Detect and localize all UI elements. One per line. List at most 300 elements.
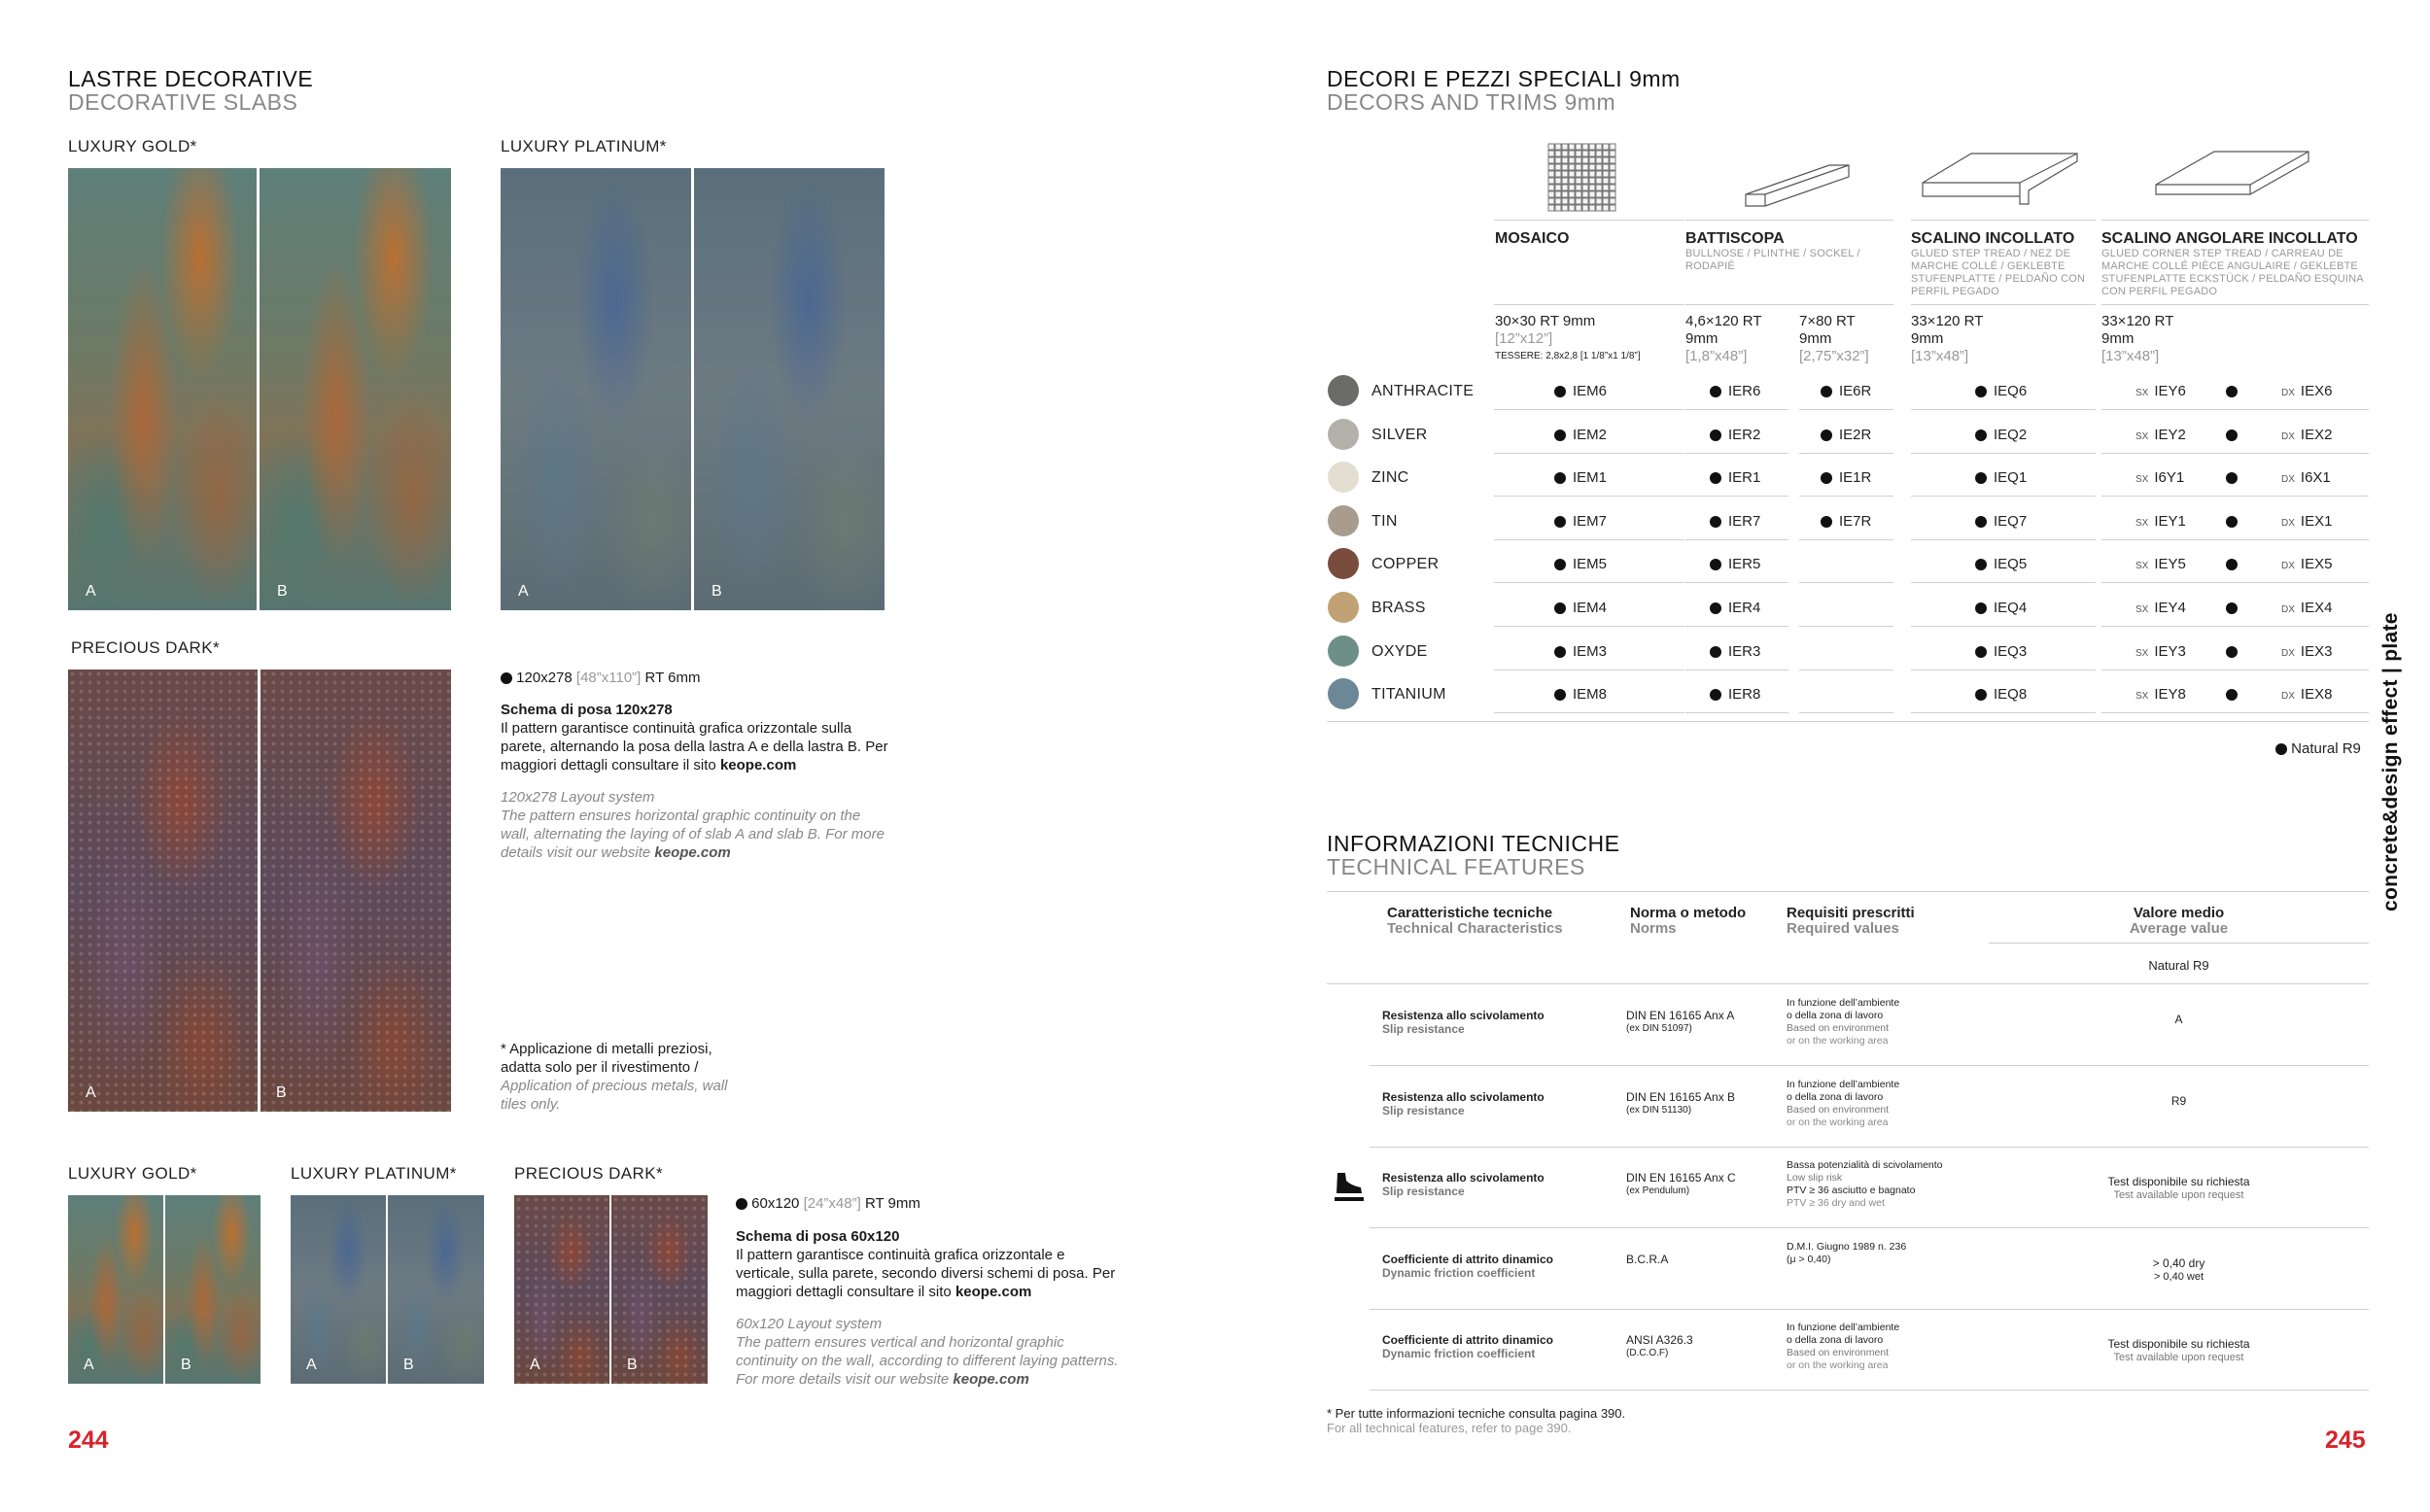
product-code: [1975, 643, 2027, 660]
product-code-text: IEM4: [1573, 600, 1608, 616]
row-rule: [1494, 626, 1684, 627]
product-code-text: IEX4: [2300, 600, 2333, 616]
natural-dot-icon: [2275, 743, 2287, 755]
product-code-text: IEX6: [2300, 383, 2333, 399]
row-rule: [1799, 453, 1893, 454]
product-code: [1554, 686, 1607, 703]
tech-char: [1382, 1333, 1553, 1360]
slab-luxury-gold-b: [260, 168, 451, 610]
row-rule: [1799, 539, 1893, 540]
tech-header-rule: [1327, 983, 2369, 984]
product-code-sx: [2135, 383, 2186, 399]
tech-value-1: R9: [2170, 1094, 2187, 1108]
tech-req: [1787, 1241, 1906, 1266]
dx-label: DX: [2281, 518, 2295, 529]
schema-small-site-en: keope.com: [953, 1371, 1029, 1388]
product-code-text: IEX2: [2300, 427, 2333, 443]
tech-value: [1989, 1013, 2369, 1026]
product-code-text: IER8: [1728, 686, 1761, 703]
dx-label: DX: [2281, 431, 2295, 442]
tech-req-3: Based on environment: [1787, 1347, 1890, 1358]
tech-value: [1989, 1256, 2369, 1284]
row-rule: [1911, 453, 2096, 454]
product-code: [1975, 556, 2027, 572]
product-code: [1554, 383, 1607, 399]
natural-dot-icon: [2226, 559, 2238, 570]
tech-norm: [1626, 1253, 1668, 1266]
tech-char: [1382, 1090, 1545, 1117]
tech-header-val-it: Valore medio: [2133, 905, 2225, 921]
product-code-text: IEY4: [2154, 600, 2186, 616]
product-code-text: IEY8: [2154, 686, 2186, 703]
small-slab-name-gold: LUXURY GOLD*: [68, 1164, 197, 1183]
tech-req: [1787, 1079, 1899, 1129]
row-rule: [1494, 409, 1684, 410]
size-large-dim: 120x278: [516, 670, 573, 686]
slab-label-a: A: [86, 1084, 96, 1101]
product-scalino-name: SCALINO INCOLLATO: [1911, 230, 2075, 247]
natural-dot-icon: [1710, 516, 1721, 528]
product-code-text: IEM5: [1573, 556, 1608, 572]
row-rule: [1494, 712, 1684, 713]
tech-req-2: o della zona di lavoro: [1787, 1010, 1884, 1021]
tech-row-rule: [1370, 1390, 2369, 1391]
tech-value-1: Test disponibile su richiesta: [2107, 1175, 2250, 1188]
natural-dot-icon: [1554, 602, 1566, 614]
natural-dot: [2226, 556, 2244, 572]
product-code-text: IEY6: [2154, 383, 2186, 399]
row-rule: [2101, 626, 2369, 627]
color-name: TITANIUM: [1371, 686, 1446, 703]
product-code: [1821, 383, 1871, 399]
size-small-thick: RT 9mm: [864, 1195, 920, 1212]
small-slab-name-dark: PRECIOUS DARK*: [514, 1164, 663, 1183]
row-rule: [1685, 409, 1788, 410]
size-battiscopa-1: [1685, 313, 1762, 365]
bullnose-icon: [1740, 155, 1857, 214]
slab-label-b: B: [276, 1084, 287, 1101]
tech-req-3: Based on environment: [1787, 1104, 1890, 1116]
product-code-text: IEY2: [2154, 427, 2186, 443]
tech-req: [1787, 1159, 1943, 1210]
natural-dot-icon: [1710, 386, 1721, 397]
slab-name-luxury-gold: LUXURY GOLD*: [68, 137, 197, 155]
natural-dot-icon: [1975, 516, 1987, 528]
natural-dot-icon: [1975, 689, 1987, 701]
tech-value-2: Test available upon request: [2113, 1189, 2244, 1201]
product-code: [1710, 383, 1760, 399]
dx-label: DX: [2281, 604, 2295, 615]
product-code-text: IEQ8: [1994, 686, 2028, 703]
dx-label: DX: [2281, 474, 2295, 485]
precious-note: [501, 1040, 753, 1114]
natural-dot-icon: [1710, 472, 1721, 484]
tech-row-rule: [1370, 1309, 2369, 1310]
natural-dot-icon: [1554, 689, 1566, 701]
dx-label: DX: [2281, 691, 2295, 702]
product-code-text: IE6R: [1839, 383, 1872, 399]
size-battiscopa-2-a: 7×80 RT: [1799, 313, 1856, 329]
mosaic-grid-icon: [1547, 143, 1617, 213]
product-code-text: IEQ1: [1994, 469, 2028, 486]
tech-char: [1382, 1253, 1553, 1280]
row-rule: [1685, 539, 1788, 540]
size-large-thick: RT 6mm: [644, 670, 701, 686]
row-rule: [1494, 453, 1684, 454]
product-code-text: IEX1: [2300, 513, 2333, 530]
natural-dot-icon: [1554, 386, 1566, 397]
product-code-text: IEM1: [1573, 469, 1608, 486]
product-scalino-angolare-sub: GLUED CORNER STEP TREAD / CARREAU DE MARCHE COLLÉ PIÈCE ANGULAIRE / GEKLEBTE STUFENPLATTE ECKSTÜCK / PELDAÑO ESQUINA CON PERFIL PEGADO: [2101, 248, 2364, 297]
dx-label: DX: [2281, 561, 2295, 571]
tech-norm-1: B.C.R.A: [1626, 1253, 1669, 1266]
tech-char-en: Dynamic friction coefficient: [1382, 1347, 1536, 1360]
size-scalino-1: 33×120 RT: [1911, 313, 1984, 329]
tech-header-char: [1387, 906, 1563, 937]
tech-norm-2: (ex DIN 51097): [1626, 1023, 1692, 1034]
product-code-text: IEM8: [1573, 686, 1608, 703]
tech-char-en: Dynamic friction coefficient: [1382, 1266, 1536, 1280]
tech-row-rule: [1370, 1227, 2369, 1228]
natural-dot: [2226, 513, 2244, 530]
product-scalino-angolare: [2101, 230, 2364, 298]
tech-req-4: or on the working area: [1787, 1035, 1889, 1047]
tech-norm-1: DIN EN 16165 Anx C: [1626, 1171, 1736, 1185]
side-label: concrete&design effect | plate: [2379, 612, 2402, 911]
row-rule: [1799, 582, 1893, 583]
product-code-text: IEQ3: [1994, 643, 2028, 660]
natural-dot-icon: [2226, 646, 2238, 658]
row-rule: [1799, 496, 1893, 497]
row-rule: [1799, 626, 1893, 627]
natural-dot-icon: [1975, 602, 1987, 614]
size-rule: [1911, 304, 2096, 305]
size-battiscopa-1-a: 4,6×120 RT: [1685, 313, 1762, 329]
slab-label-b: B: [403, 1357, 414, 1373]
tech-char: [1382, 1171, 1545, 1198]
header-rule: [1494, 220, 1684, 221]
product-code-text: I6X1: [2300, 469, 2331, 486]
natural-dot-icon: [1710, 602, 1721, 614]
small-slab-gold-a: [68, 1195, 163, 1384]
natural-dot-icon: [1710, 646, 1721, 658]
natural-dot-icon: [1554, 559, 1566, 570]
product-code-dx: [2281, 427, 2332, 443]
natural-dot-icon: [1821, 516, 1832, 528]
note-it: * Applicazione di metalli preziosi, adatta solo per il rivestimento /: [501, 1041, 712, 1076]
size-scalino-angolare-2: 9mm: [2101, 330, 2135, 347]
product-code-text: IEQ6: [1994, 383, 2028, 399]
row-rule: [2101, 582, 2369, 583]
tech-req-3: Based on environment: [1787, 1022, 1890, 1034]
row-rule: [1911, 582, 2096, 583]
tech-row-rule: [1370, 1065, 2369, 1066]
tech-char-en: Slip resistance: [1382, 1185, 1465, 1198]
shoe-slip-icon: [1332, 1169, 1367, 1204]
product-code-text: IER4: [1728, 600, 1761, 616]
natural-dot-icon: [1821, 472, 1832, 484]
product-code-text: IEM2: [1573, 427, 1608, 443]
product-code-sx: [2135, 556, 2186, 572]
size-rule: [1685, 304, 1893, 305]
product-code-text: IER5: [1728, 556, 1761, 572]
tech-req-2: o della zona di lavoro: [1787, 1334, 1884, 1346]
product-code: [1554, 600, 1607, 616]
natural-dot-icon: [1975, 559, 1987, 570]
color-swatch: [1328, 636, 1359, 667]
slab-label-a: A: [86, 583, 96, 600]
product-code: [1710, 427, 1760, 443]
slab-label-b: B: [627, 1357, 638, 1373]
corner-step-tread-icon: [2148, 136, 2313, 214]
size-scalino-angolare: [2101, 313, 2173, 365]
size-scalino: [1911, 313, 1983, 365]
small-slab-name-platinum: LUXURY PLATINUM*: [291, 1164, 457, 1183]
natural-dot-icon: [1975, 472, 1987, 484]
row-rule: [1685, 626, 1788, 627]
product-code-sx: [2135, 427, 2186, 443]
tech-char-it: Coefficiente di attrito dinamico: [1382, 1253, 1554, 1266]
color-swatch: [1328, 592, 1359, 623]
row-rule: [1494, 539, 1684, 540]
slab-label-b: B: [181, 1357, 191, 1373]
schema-large: [501, 701, 889, 862]
product-code-text: IEM6: [1573, 383, 1608, 399]
small-slab-platinum-a: [291, 1195, 386, 1384]
sx-label: SX: [2135, 604, 2149, 615]
tech-norm: [1626, 1009, 1734, 1036]
product-code-dx: [2281, 556, 2332, 572]
tech-req: [1787, 1322, 1899, 1372]
product-code: [1821, 513, 1871, 530]
header-rule: [2101, 220, 2369, 221]
sx-label: SX: [2135, 691, 2149, 702]
tech-req-2: o della zona di lavoro: [1787, 1091, 1884, 1103]
color-name: BRASS: [1371, 600, 1426, 616]
tech-req-2: (μ > 0,40): [1787, 1254, 1831, 1265]
left-title-en: DECORATIVE SLABS: [68, 89, 298, 115]
row-rule: [2101, 453, 2369, 454]
size-mosaico-3: TESSERE: 2,8x2,8 [1 1/8”x1 1/8”]: [1495, 351, 1641, 361]
product-code-dx: [2281, 686, 2332, 703]
color-swatch: [1328, 375, 1359, 406]
product-mosaico: MOSAICO: [1495, 230, 1570, 247]
tech-char-it: Resistenza allo scivolamento: [1382, 1090, 1545, 1104]
natural-dot-icon: [736, 1198, 747, 1210]
product-code-text: IEQ7: [1994, 513, 2028, 530]
product-code-text: IER1: [1728, 469, 1761, 486]
footnote: [1327, 1406, 1625, 1435]
slab-name-precious-dark: PRECIOUS DARK*: [71, 638, 220, 657]
tech-req-3: PTV ≥ 36 asciutto e bagnato: [1787, 1185, 1916, 1196]
footnote-it: * Per tutte informazioni tecniche consulta pagina 390.: [1327, 1406, 1626, 1421]
tech-char-en: Slip resistance: [1382, 1104, 1465, 1117]
product-code: [1975, 383, 2027, 399]
row-rule: [2101, 712, 2369, 713]
size-large: [501, 669, 700, 687]
size-battiscopa-2: [1799, 313, 1869, 365]
left-title-it: LASTRE DECORATIVE: [68, 66, 314, 91]
product-code-text: IEX8: [2300, 686, 2333, 703]
schema-small-site: keope.com: [955, 1284, 1032, 1300]
small-slab-dark-b: [611, 1195, 708, 1384]
legend-text: Natural R9: [2291, 740, 2361, 757]
size-scalino-2: 9mm: [1911, 330, 1944, 347]
schema-small-title: Schema di posa 60x120: [736, 1228, 900, 1245]
small-slab-dark-a: [514, 1195, 609, 1384]
product-code-text: IEM3: [1573, 643, 1608, 660]
product-code: [1975, 600, 2027, 616]
row-rule: [1494, 582, 1684, 583]
row-rule: [1911, 496, 2096, 497]
color-name: TIN: [1371, 513, 1398, 530]
product-code: [1821, 427, 1871, 443]
row-rule: [1685, 453, 1788, 454]
color-name: ZINC: [1371, 469, 1409, 486]
tech-norm: [1626, 1171, 1736, 1198]
tech-title-it: INFORMAZIONI TECNICHE: [1327, 831, 1620, 856]
tech-norm-1: DIN EN 16165 Anx B: [1626, 1090, 1736, 1104]
tech-req-4: or on the working area: [1787, 1359, 1889, 1371]
tech-norm-2: (ex DIN 51130): [1626, 1105, 1692, 1116]
row-rule: [1911, 712, 2096, 713]
product-code-sx: [2135, 643, 2186, 660]
product-code-text: IEY1: [2154, 513, 2186, 530]
schema-large-site: keope.com: [719, 757, 797, 773]
row-rule: [1494, 496, 1684, 497]
natural-dot-icon: [2226, 430, 2238, 441]
slab-luxury-gold-a: [68, 168, 257, 610]
product-code: [1710, 469, 1760, 486]
tech-norm: [1626, 1090, 1735, 1117]
tech-char-it: Coefficiente di attrito dinamico: [1382, 1333, 1554, 1347]
right-title-en: DECORS AND TRIMS 9mm: [1327, 89, 1616, 115]
natural-dot-icon: [2226, 386, 2238, 397]
tech-value-2: > 0,40 wet: [2153, 1271, 2204, 1283]
product-code-text: IEQ5: [1994, 556, 2028, 572]
size-battiscopa-2-b: 9mm: [1799, 330, 1832, 347]
product-code-dx: [2281, 513, 2332, 530]
color-name: OXYDE: [1371, 643, 1428, 660]
legend: [2275, 740, 2361, 757]
slab-precious-dark-a: [68, 670, 258, 1112]
product-code-text: IE1R: [1839, 469, 1872, 486]
product-scalino-sub: GLUED STEP TREAD / NEZ DE MARCHE COLLÉ / GEKLEBTE STUFENPLATTE / PELDAÑO CON PERFIL PEGADO: [1911, 248, 2086, 297]
schema-small: [736, 1227, 1125, 1389]
tech-header-norm-en: Norms: [1630, 920, 1677, 937]
row-rule: [2101, 409, 2369, 410]
size-small: [736, 1194, 920, 1213]
product-code: [1554, 556, 1607, 572]
product-code-sx: [2135, 513, 2186, 530]
natural-dot-icon: [1975, 430, 1987, 441]
size-large-inch: [48”x110”]: [575, 670, 642, 686]
size-mosaico-1: 30×30 RT 9mm: [1495, 313, 1596, 329]
row-rule: [1911, 626, 2096, 627]
size-mosaico: [1495, 313, 1641, 365]
product-code-text: IER2: [1728, 427, 1761, 443]
color-swatch: [1328, 548, 1359, 579]
product-code: [1710, 686, 1760, 703]
product-code-text: IEM7: [1573, 513, 1608, 530]
slab-label-b: B: [712, 583, 722, 600]
product-scalino: [1911, 230, 2086, 298]
product-code-text: IEQ2: [1994, 427, 2028, 443]
natural-dot-icon: [1554, 516, 1566, 528]
size-mosaico-2: [12”x12”]: [1495, 330, 1553, 347]
natural-dot-icon: [2226, 516, 2238, 528]
sx-label: SX: [2135, 518, 2149, 529]
tech-header-req-en: Required values: [1787, 920, 1899, 937]
tech-req-4: PTV ≥ 36 dry and wet: [1787, 1197, 1885, 1209]
size-small-dim: 60x120: [751, 1195, 800, 1212]
natural-dot: [2226, 383, 2244, 399]
slab-luxury-platinum-b: [694, 168, 885, 610]
natural-dot-icon: [1554, 472, 1566, 484]
tech-header-val: [1989, 906, 2369, 937]
row-rule: [1685, 712, 1788, 713]
size-battiscopa-1-b: 9mm: [1685, 330, 1718, 347]
tech-req-1: Bassa potenzialità di scivolamento: [1787, 1159, 1943, 1171]
natural-dot-icon: [1975, 386, 1987, 397]
slab-label-a: A: [530, 1357, 540, 1373]
product-code-sx: [2135, 469, 2184, 486]
tech-req-4: or on the working area: [1787, 1117, 1889, 1128]
product-code-text: IEX3: [2300, 643, 2333, 660]
tech-title-en: TECHNICAL FEATURES: [1327, 854, 1585, 879]
tech-norm: [1626, 1333, 1693, 1360]
color-swatch: [1328, 462, 1359, 493]
color-name: COPPER: [1371, 556, 1440, 572]
product-battiscopa-name: BATTISCOPA: [1685, 230, 1785, 247]
row-rule: [2101, 539, 2369, 540]
slab-precious-dark-b: [260, 670, 451, 1112]
natural-dot-icon: [1710, 430, 1721, 441]
product-code: [1710, 643, 1760, 660]
slab-luxury-platinum-a: [501, 168, 691, 610]
color-swatch: [1328, 505, 1359, 536]
tech-value-1: A: [2174, 1013, 2183, 1026]
natural-dot-icon: [501, 672, 512, 684]
product-code: [1821, 469, 1871, 486]
tech-req: [1787, 997, 1899, 1048]
dx-label: DX: [2281, 388, 2295, 398]
product-code: [1975, 427, 2027, 443]
product-code: [1554, 513, 1607, 530]
product-code: [1554, 427, 1607, 443]
product-code-sx: [2135, 600, 2186, 616]
tech-req-1: In funzione dell’ambiente: [1787, 997, 1900, 1009]
product-code-text: IER3: [1728, 643, 1761, 660]
product-code-text: IER6: [1728, 383, 1761, 399]
color-swatch: [1328, 678, 1359, 709]
tech-req-1: D.M.I. Giugno 1989 n. 236: [1787, 1241, 1907, 1253]
tech-norm-1: DIN EN 16165 Anx A: [1626, 1009, 1735, 1022]
product-code: [1710, 513, 1760, 530]
product-code-dx: [2281, 643, 2332, 660]
tech-value-1: Test disponibile su richiesta: [2107, 1337, 2250, 1351]
sx-label: SX: [2135, 648, 2149, 659]
tech-value-2: Test available upon request: [2113, 1352, 2244, 1363]
product-battiscopa: [1685, 230, 1880, 273]
size-scalino-3: [13”x48”]: [1911, 348, 1969, 364]
natural-dot-icon: [1975, 646, 1987, 658]
tech-req-1: In funzione dell’ambiente: [1787, 1079, 1900, 1090]
sx-label: SX: [2135, 474, 2149, 485]
natural-dot-icon: [1554, 646, 1566, 658]
product-code-text: IEY5: [2154, 556, 2186, 572]
size-small-inch: [24”x48”]: [803, 1195, 861, 1212]
